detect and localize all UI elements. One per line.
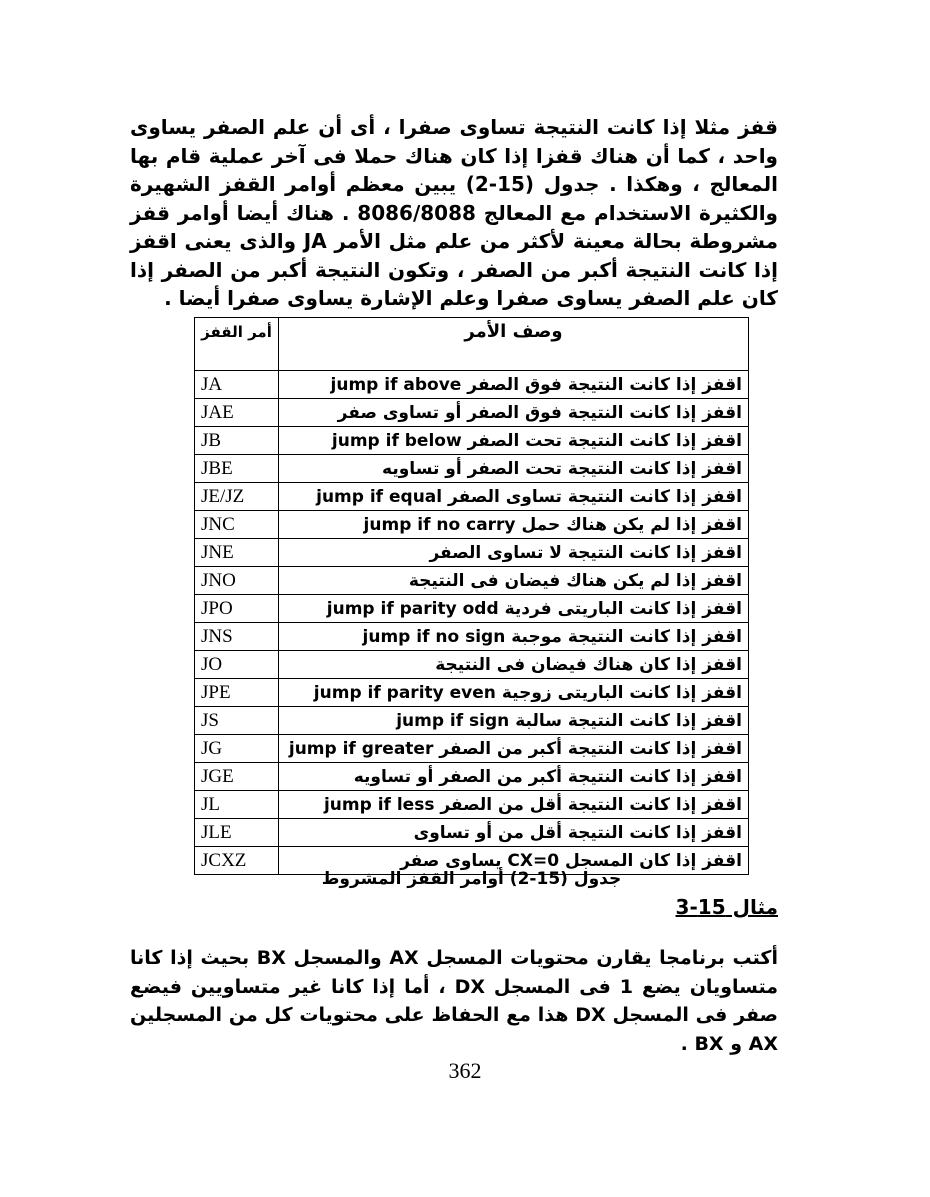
row-description: [279, 623, 749, 651]
row-description: [279, 791, 749, 819]
header-description: وصف الأمر: [279, 318, 749, 371]
row-mnemonic: JO: [195, 651, 279, 679]
row-mnemonic: JG: [195, 735, 279, 763]
table-row: [195, 623, 749, 651]
table-row: [195, 707, 749, 735]
table-row: [195, 427, 749, 455]
row-mnemonic: JCXZ: [195, 847, 279, 875]
description-arabic: اقفز إذا لم يكن هناك فيضان فى النتيجة: [408, 570, 742, 591]
description-arabic: اقفز إذا كانت النتيجة فوق الصفر: [467, 374, 742, 395]
description-arabic: اقفز إذا كانت النتيجة موجبة: [511, 626, 742, 647]
row-description: [279, 399, 749, 427]
description-arabic: اقفز إذا كانت النتيجة فوق الصفر أو تساوى صفر: [337, 402, 742, 423]
row-mnemonic: JNE: [195, 539, 279, 567]
row-mnemonic: JNO: [195, 567, 279, 595]
row-description: [279, 567, 749, 595]
example-paragraph: أكتب برنامجا يقارن محتويات المسجل AX والمسجل BX بحيث إذا كانا متساويان يضع 1 فى المسجل DX ، أما إذا كانا غير متساويين فيضع صفر فى المسجل DX هذا مع الحفاظ على محتويات كل من المسجلين AX و BX .: [130, 947, 778, 1055]
row-description: [279, 455, 749, 483]
description-arabic: اقفز إذا كان هناك فيضان فى النتيجة: [435, 654, 742, 675]
table-row: [195, 539, 749, 567]
description-arabic: اقفز إذا كانت الباريتى زوجية: [501, 682, 742, 703]
row-mnemonic: JLE: [195, 819, 279, 847]
table-row: [195, 791, 749, 819]
row-mnemonic: JE/JZ: [195, 483, 279, 511]
description-arabic: اقفز إذا كانت النتيجة سالبة: [515, 710, 742, 731]
table-row: [195, 455, 749, 483]
description-arabic: اقفز إذا كانت النتيجة أكبر من الصفر: [439, 738, 742, 759]
row-description: [279, 371, 749, 399]
description-arabic: اقفز إذا كانت النتيجة تحت الصفر أو تساويه: [382, 458, 742, 479]
table-row: [195, 371, 749, 399]
table-row: [195, 819, 749, 847]
description-english: jump if above: [330, 374, 462, 395]
description-english: jump if parity odd: [326, 598, 499, 619]
description-arabic: اقفز إذا لم يكن هناك حمل: [521, 514, 742, 535]
description-arabic: اقفز إذا كانت النتيجة أكبر من الصفر أو تساويه: [353, 766, 742, 787]
description-english: jump if less: [323, 794, 435, 815]
row-mnemonic: JBE: [195, 455, 279, 483]
description-english: jump if no carry: [363, 514, 516, 535]
description-arabic: اقفز إذا كانت النتيجة تحت الصفر: [467, 430, 742, 451]
row-mnemonic: JL: [195, 791, 279, 819]
row-mnemonic: JNC: [195, 511, 279, 539]
row-description: [279, 539, 749, 567]
row-mnemonic: JAE: [195, 399, 279, 427]
table-row: [195, 763, 749, 791]
row-description: [279, 707, 749, 735]
row-description: [279, 651, 749, 679]
table-row: [195, 735, 749, 763]
table-row: [195, 651, 749, 679]
row-description: [279, 735, 749, 763]
intro-paragraph: قفز مثلا إذا كانت النتيجة تساوى صفرا ، أى أن علم الصفر يساوى واحد ، كما أن هناك قفزا إذا كان هناك حملا فى آخر عملية قام بها المعالج ، وهكذا . جدول (15-2) يبين معظم أوامر القفز الشهيرة والكثيرة الاستخدام مع المعالج 8086/8088 . هناك أيضا أوامر قفز مشروطة بحالة معينة لأكثر من علم مثل الأمر JA والذى يعنى اقفز إذا كانت النتيجة أكبر من الصفر ، وتكون النتيجة أكبر من الصفر إذا كان علم الصفر يساوى صفرا وعلم الإشارة يساوى صفرا أيضا .: [130, 115, 778, 310]
row-mnemonic: JNS: [195, 623, 279, 651]
row-description: [279, 511, 749, 539]
description-arabic: اقفز إذا كانت النتيجة تساوى الصفر: [448, 486, 742, 507]
header-mnemonic: أمر القفز: [195, 318, 279, 371]
description-english: jump if below: [331, 430, 462, 451]
page-number: 362: [448, 1058, 482, 1083]
row-mnemonic: JPE: [195, 679, 279, 707]
row-description: [279, 819, 749, 847]
row-mnemonic: JGE: [195, 763, 279, 791]
row-description: [279, 427, 749, 455]
description-english: jump if equal: [316, 486, 443, 507]
description-arabic: اقفز إذا كانت النتيجة أقل من الصفر: [440, 794, 742, 815]
description-english: jump if no sign: [362, 626, 506, 647]
description-english: jump if parity even: [313, 682, 496, 703]
table-row: [195, 595, 749, 623]
table-row: [195, 511, 749, 539]
table-header-row: [195, 318, 749, 371]
row-mnemonic: JB: [195, 427, 279, 455]
row-description: [279, 595, 749, 623]
row-mnemonic: JPO: [195, 595, 279, 623]
description-arabic: اقفز إذا كانت الباريتى فردية: [504, 598, 742, 619]
description-arabic: اقفز إذا كان المسجل CX=0 يساوى صفر: [400, 850, 742, 871]
table-row: [195, 483, 749, 511]
table-row: [195, 567, 749, 595]
table-row: [195, 399, 749, 427]
row-mnemonic: JS: [195, 707, 279, 735]
example-heading: مثال 15-3: [675, 895, 778, 919]
description-english: jump if greater: [288, 738, 434, 759]
description-arabic: اقفز إذا كانت النتيجة أقل من أو تساوى: [413, 822, 742, 843]
table-row: [195, 679, 749, 707]
row-description: [279, 483, 749, 511]
row-description: [279, 763, 749, 791]
table-caption: جدول (15-2) أوامر القفز المشروط: [321, 869, 622, 889]
row-description: [279, 679, 749, 707]
description-arabic: اقفز إذا كانت النتيجة لا تساوى الصفر: [429, 542, 742, 563]
description-english: jump if sign: [396, 710, 510, 731]
row-mnemonic: JA: [195, 371, 279, 399]
jump-instructions-table: [194, 317, 749, 875]
